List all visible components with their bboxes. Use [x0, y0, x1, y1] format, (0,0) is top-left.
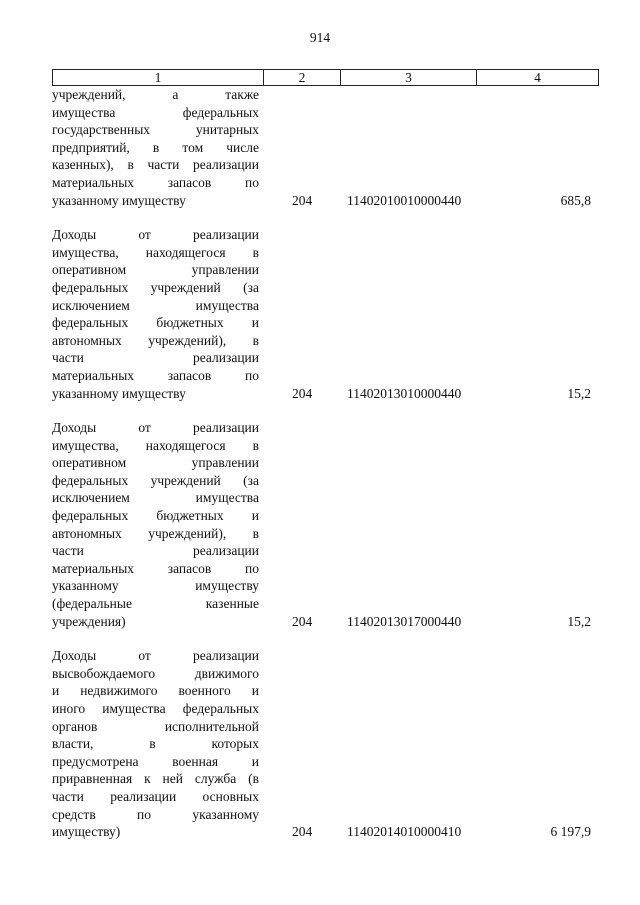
description-line: имущества, находящегося в	[52, 437, 259, 453]
column-header-4: 4	[534, 70, 541, 85]
description-line: материальных запасов по	[52, 560, 259, 576]
description-line: исключением имущества	[52, 297, 259, 313]
description-line: высвобождаемого движимого	[52, 665, 259, 681]
revenue-description	[52, 226, 259, 402]
description-line: автономных учреждений), в	[52, 332, 259, 348]
table-header	[52, 69, 599, 86]
admin-code: 204	[292, 613, 313, 629]
description-line: учреждения)	[52, 613, 126, 629]
description-line: средств по указанному	[52, 806, 259, 822]
budget-classification-code: 11402013010000440	[347, 385, 462, 401]
description-line: предприятий, в том числе	[52, 139, 259, 155]
description-line: (федеральные казенные	[52, 596, 259, 612]
revenue-description	[52, 419, 259, 630]
description-line: федеральных учреждений (за	[52, 472, 259, 488]
description-line: части реализации	[52, 350, 259, 366]
admin-code: 204	[292, 824, 313, 840]
table-row	[52, 86, 599, 209]
amount: 6 197,9	[550, 824, 591, 840]
description-line: исключением имущества	[52, 490, 259, 506]
description-line: автономных учреждений), в	[52, 525, 259, 541]
description-line: материальных запасов по	[52, 367, 259, 383]
column-header-3: 3	[341, 70, 477, 85]
description-line: Доходы от реализации	[52, 648, 259, 664]
amount: 15,2	[567, 613, 591, 629]
description-line: государственных унитарных	[52, 122, 259, 138]
description-line: Доходы от реализации	[52, 227, 259, 243]
revenue-description	[52, 86, 259, 209]
table-row	[52, 647, 599, 841]
description-line: и недвижимого военного и	[52, 683, 259, 699]
description-line: иного имущества федеральных	[52, 701, 259, 716]
description-line: части реализации основных	[52, 788, 259, 804]
description-line: федеральных бюджетных и	[52, 315, 259, 331]
description-line: казенных), в части реализации	[52, 157, 259, 173]
description-line: власти, в которых	[52, 736, 259, 752]
amount: 685,8	[560, 192, 591, 208]
revenue-description	[52, 647, 259, 841]
table-body	[52, 86, 599, 841]
description-line: федеральных учреждений (за	[52, 279, 259, 295]
page-number: 914	[309, 30, 331, 45]
description-line: Доходы от реализации	[52, 420, 259, 436]
column-header-1: 1	[53, 70, 264, 85]
description-line: указанному имуществу	[52, 578, 259, 594]
description-line: органов исполнительной	[52, 718, 259, 734]
description-line: указанному имуществу	[52, 192, 186, 208]
description-line: предусмотрена военная и	[52, 753, 259, 769]
budget-classification-code: 11402013017000440	[347, 613, 462, 629]
admin-code: 204	[292, 385, 313, 401]
column-header-2: 2	[264, 70, 341, 85]
description-line: имущества, находящегося в	[52, 244, 259, 260]
description-line: материальных запасов по	[52, 174, 259, 190]
description-line: указанному имуществу	[52, 385, 186, 401]
description-line: оперативном управлении	[52, 455, 259, 471]
description-line: оперативном управлении	[52, 262, 259, 278]
amount: 15,2	[567, 385, 591, 401]
description-line: приравненная к ней служба (в	[52, 771, 259, 787]
description-line: части реализации	[52, 543, 259, 559]
description-line: имуществу)	[52, 824, 121, 840]
description-line: федеральных бюджетных и	[52, 508, 259, 524]
admin-code: 204	[292, 192, 313, 208]
table-row	[52, 419, 599, 630]
description-line: учреждений, а также	[52, 87, 259, 102]
budget-classification-code: 11402014010000410	[347, 824, 462, 840]
table-row	[52, 226, 599, 402]
budget-classification-code: 11402010010000440	[347, 192, 462, 208]
description-line: имущества федеральных	[52, 104, 259, 120]
